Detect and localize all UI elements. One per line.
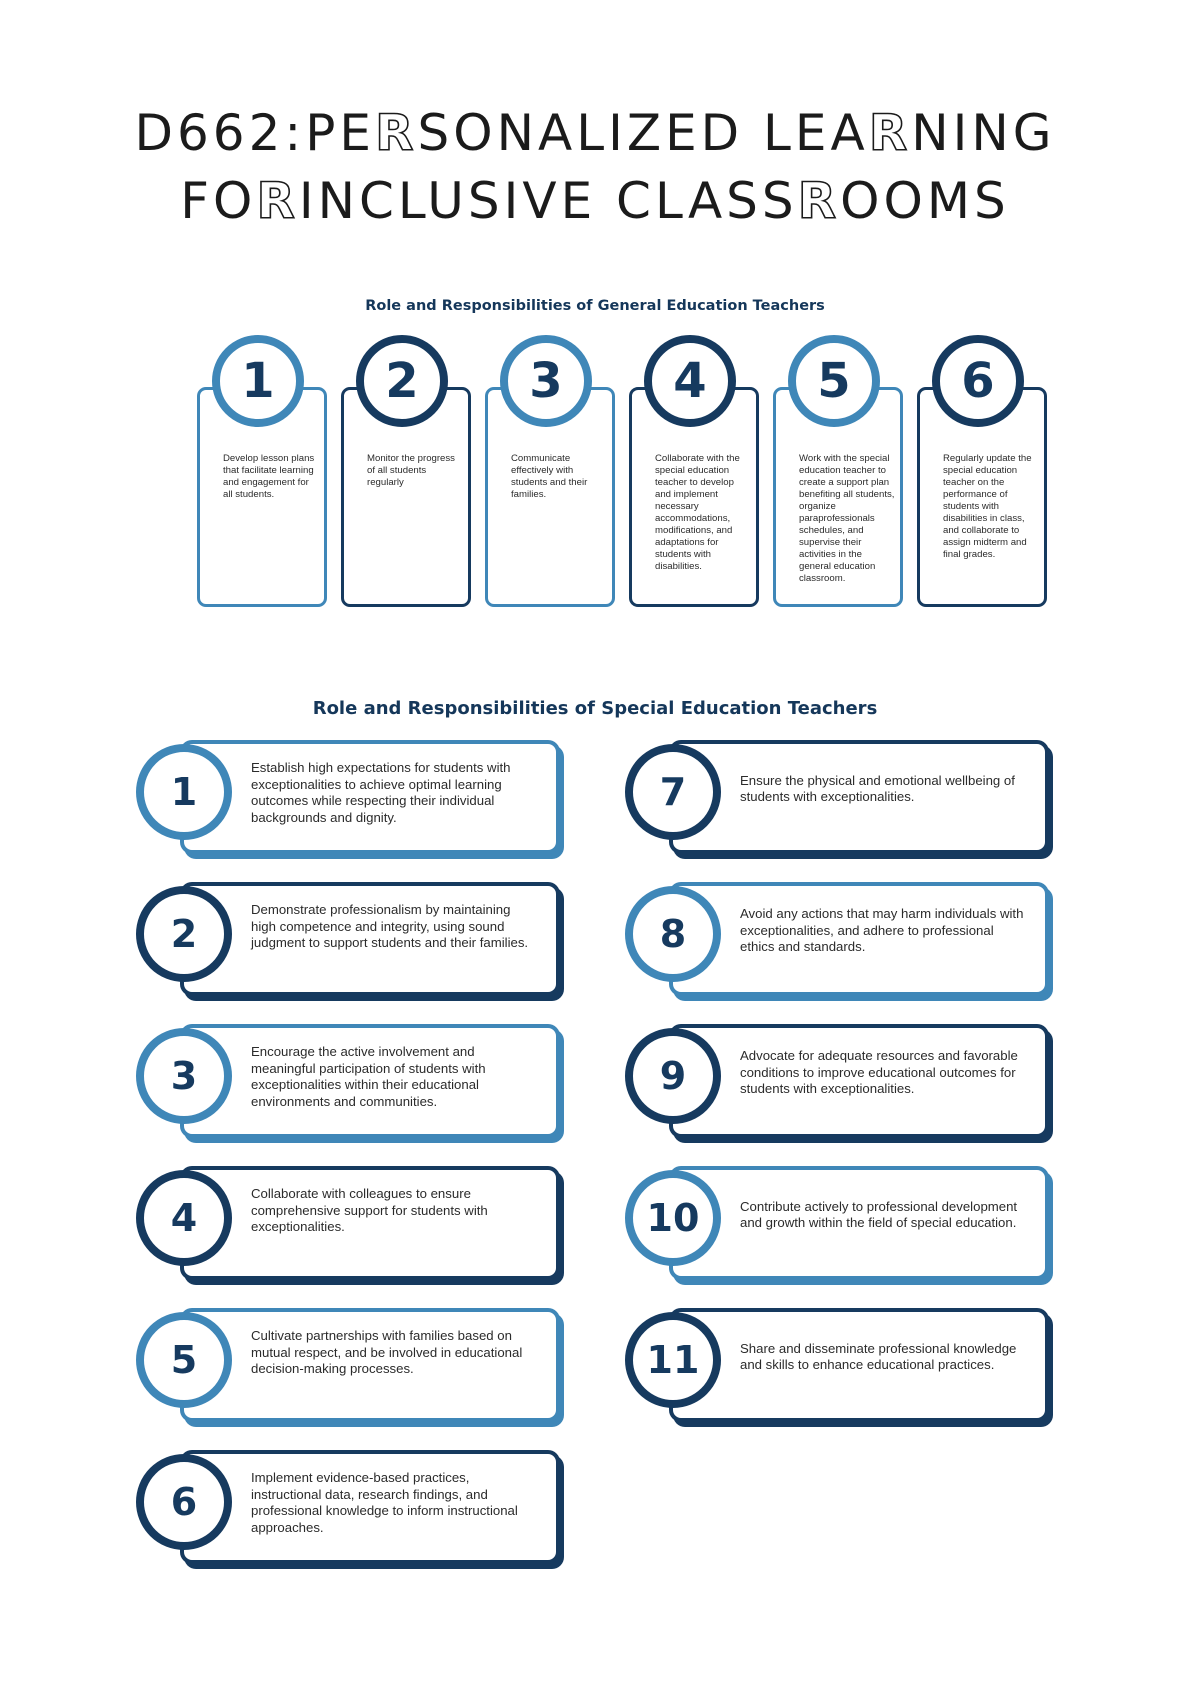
number-badge: 7 (625, 744, 721, 840)
item-text: Demonstrate professionalism by maintaining high competence and integrity, using sound judgment to support students and their families. (251, 902, 529, 950)
number-badge: 10 (625, 1170, 721, 1266)
general-card-1 (197, 335, 325, 605)
number-badge: 6 (932, 335, 1024, 427)
general-section-title: Role and Responsibilities of General Education Teachers (365, 298, 825, 314)
item-text: Advocate for adequate resources and favorable conditions to improve educational outcomes for students with exceptionalities. (740, 1048, 1018, 1097)
card-text: Communicate effectively with students and their families. (511, 453, 588, 500)
special-item-6 (136, 1446, 560, 1568)
special-item-10 (625, 1162, 1049, 1284)
number-badge: 5 (788, 335, 880, 427)
card-text: Collaborate with the special education teacher to develop and implement necessary accommodations, modifications, and adaptations for students with disabilities. (655, 453, 740, 572)
general-card-4 (629, 335, 757, 605)
title-segment: SONALIZED LEA (417, 104, 869, 162)
number-badge: 6 (136, 1454, 232, 1550)
special-section-title: Role and Responsibilities of Special Education Teachers (312, 698, 878, 719)
item-text: Ensure the physical and emotional wellbeing of students with exceptionalities. (740, 772, 1015, 804)
item-text: Share and disseminate professional knowledge and skills to enhance educational practices. (740, 1340, 1017, 1372)
title-segment: D662:PE (134, 104, 375, 162)
item-text: Collaborate with colleagues to ensure comprehensive support for students with exceptionalities. (251, 1186, 488, 1234)
title-outlined-letter: R (797, 172, 841, 230)
card-text: Develop lesson plans that facilitate learning and engagement for all students. (223, 453, 315, 500)
card-text: Work with the special education teacher to create a support plan benefiting all students, organize paraprofessionals schedules, and supervise their activities in the general education classroom. (799, 453, 895, 584)
title-segment: NING (911, 104, 1056, 162)
item-text: Encourage the active involvement and meaningful participation of students with exceptionalities within their educational environments and communities. (251, 1044, 486, 1109)
item-text: Avoid any actions that may harm individuals with exceptionalities, and adhere to professional ethics and standards. (740, 906, 1024, 955)
special-item-5 (136, 1304, 560, 1426)
number-badge: 3 (136, 1028, 232, 1124)
title-segment: INCLUSIVE CLASS (298, 172, 798, 230)
number-badge: 4 (136, 1170, 232, 1266)
special-item-4 (136, 1162, 560, 1284)
title-segment: OOMS (840, 172, 1010, 230)
number-badge: 1 (136, 744, 232, 840)
number-badge: 1 (212, 335, 304, 427)
number-badge: 4 (644, 335, 736, 427)
general-card-2 (341, 335, 469, 605)
number-badge: 11 (625, 1312, 721, 1408)
number-badge: 2 (136, 886, 232, 982)
card-text: Regularly update the special education teacher on the performance of students with disabilities in class, and collaborate to assign midterm and final grades. (943, 453, 1032, 560)
number-badge: 2 (356, 335, 448, 427)
title-outlined-letter: R (868, 104, 912, 162)
general-card-5 (773, 335, 901, 605)
number-badge: 9 (625, 1028, 721, 1124)
special-item-2 (136, 878, 560, 1000)
number-badge: 3 (500, 335, 592, 427)
title-outlined-letter: R (375, 104, 418, 162)
special-item-9 (625, 1020, 1049, 1142)
special-item-7 (625, 736, 1049, 858)
special-item-3 (136, 1020, 560, 1142)
general-card-6 (917, 335, 1045, 605)
item-text: Cultivate partnerships with families based on mutual respect, and be involved in educational decision-making processes. (251, 1328, 523, 1376)
number-badge: 8 (625, 886, 721, 982)
document-title-line-1 (0, 104, 1190, 162)
item-text: Contribute actively to professional development and growth within the field of special education. (740, 1198, 1018, 1230)
special-item-1 (136, 736, 560, 858)
number-badge: 5 (136, 1312, 232, 1408)
general-card-3 (485, 335, 613, 605)
special-item-8 (625, 878, 1049, 1000)
card-text: Monitor the progress of all students regularly (367, 453, 455, 488)
special-item-11 (625, 1304, 1049, 1426)
title-outlined-letter: R (256, 172, 299, 230)
title-segment: FO (180, 172, 257, 230)
item-text: Establish high expectations for students with exceptionalities to achieve optimal learning outcomes while respecting their individual backgrounds and dignity. (251, 760, 511, 825)
document-title-line-2 (0, 172, 1190, 230)
item-text: Implement evidence-based practices, instructional data, research findings, and professional knowledge to inform instructional approaches. (251, 1470, 518, 1535)
